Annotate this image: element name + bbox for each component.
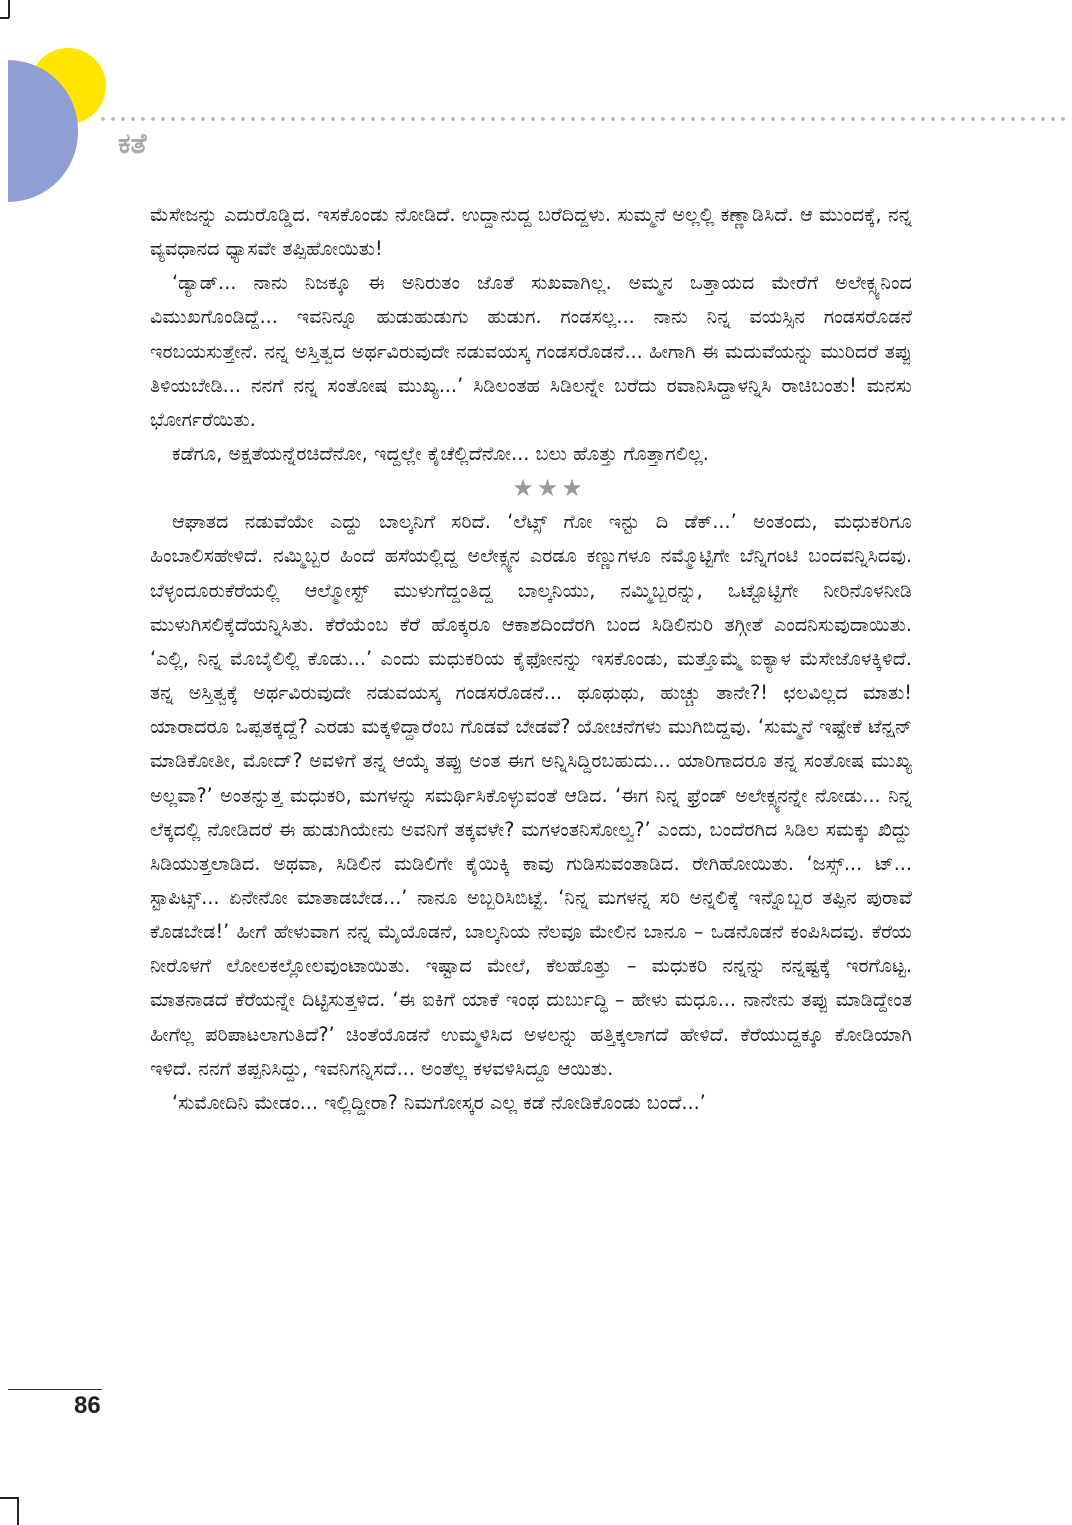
crop-mark-bottom-horizontal — [0, 1497, 18, 1499]
story-paragraph: ಕಡೆಗೂ, ಅಕ್ಷತೆಯನ್ನೆರಚಿದೆನೋ, ಇದ್ದಲ್ಲೇ ಕೈಚೆಲ್ಲಿದೆನೋ... ಬಲು ಹೊತ್ತು ಗೊತ್ತಾಗಲಿಲ್ಲ. — [172, 442, 709, 466]
story-paragraph: ‘ಸುಮೋದಿನಿ ಮೇಡಂ... ಇಲ್ಲಿದ್ದೀರಾ? ನಿಮಗೋಸ್ಕರ ಎಲ್ಲ ಕಡೆ ನೋಡಿಕೊಂಡು ಬಂದೆ...’ — [172, 1090, 706, 1114]
story-body — [150, 198, 912, 1120]
story-paragraph: ಆಘಾತದ ನಡುವೆಯೇ ಎದ್ದು ಬಾಲ್ಕನಿಗೆ ಸರಿದೆ. ‘ಲೆಟ್ಸ್ ಗೋ ಇನ್ಟು ದಿ ಡೆಕ್...’ ಅಂತಂದು, ಮಧುಕರಿಗೂ ಹಿಂಬಾಲಿಸಹೇಳಿದೆ. ನಮ್ಮಿಬ್ಬರ ಹಿಂದೆ ಹಸೆಯಲ್ಲಿದ್ದ ಅಲೇಕ್ಸ್ಯನ ಎರಡೂ ಕಣ್ಣುಗಳೂ ನಮ್ಮೊಟ್ಟಿಗೇ ಬೆನ್ನಿಗಂಟಿ ಬಂದವನ್ನಿಸಿದವು. ಬೆಳ್ಳಂದೂರುಕೆರೆಯಲ್ಲಿ ಆಲ್ಮೋಸ್ಟ್ ಮುಳುಗೆದ್ದಂತಿದ್ದ ಬಾಲ್ಕನಿಯು, ನಮ್ಮಿಬ್ಬರನ್ನು, ಒಟ್ಟೊಟ್ಟಿಗೇ ನೀರಿನೊಳನೀಡಿ ಮುಳುಗಿಸಲಿಕ್ಕೆದೆಯನ್ನಿಸಿತು. ಕೆರೆಯೆಂಬ ಕೆರೆ ಹೊಕ್ಕರೂ ಆಕಾಶದಿಂದೆರಗಿ ಬಂದ ಸಿಡಿಲಿನುರಿ ತಗ್ಗೀತೆ ಎಂದನಿಸುವುದಾಯಿತು. ‘ಎಲ್ಲಿ, ನಿನ್ನ ಮೊಬೈಲಿಲ್ಲಿ ಕೊಡು...’ ಎಂದು ಮಧುಕರಿಯ ಕೈಫೋನನ್ನು ಇಸಕೊಂಡು, ಮತ್ತೊಮ್ಮೆ ಐಕ್ಯಾಳ ಮೆಸೇಜೊಳಕ್ಕಿಳಿದೆ. ತನ್ನ ಅಸ್ತಿತ್ವಕ್ಕೆ ಅರ್ಥವಿರುವುದೇ ನಡುವಯಸ್ಕ ಗಂಡಸರೊಡನೆ... ಥೂಥುಥು, ಹುಚ್ಚು ತಾನೇ?! ಛಲವಿಲ್ಲದ ಮಾತು! ಯಾರಾದರೂ ಒಪ್ಪತಕ್ಕದ್ದೆ? ಎರಡು ಮಕ್ಕಳಿದ್ದಾರೆಂಬ ಗೊಡವೆ ಬೇಡವೆ? ಯೋಚನೆಗಳು ಮುಗಿಬಿದ್ದವು. ‘ಸುಮ್ಮನೆ ಇಷ್ಟೇಕೆ ಟೆನ್ಷನ್ ಮಾಡಿಕೋತೀ, ಮೋದ್? ಅವಳಿಗೆ ತನ್ನ ಆಯ್ಕೆ ತಪ್ಪು ಅಂತ ಈಗ ಅನ್ನಿಸಿದ್ದಿರಬಹುದು... ಯಾರಿಗಾದರೂ ತನ್ನ ಸಂತೋಷ ಮುಖ್ಯ ಅಲ್ಲವಾ?’ ಅಂತನ್ನುತ್ತ ಮಧುಕರಿ, ಮಗಳನ್ನು ಸಮರ್ಥಿಸಿಕೊಳ್ಳುವಂತೆ ಆಡಿದ. ‘ಈಗ ನಿನ್ನ ಫ್ರೆಂಡ್ ಅಲೇಕ್ಸ್ಯನನ್ನೇ ನೋಡು... ನಿನ್ನ ಲೆಕ್ಕದಲ್ಲಿ ನೋಡಿದರೆ ಈ ಹುಡುಗಿಯೇನು ಅವನಿಗೆ ತಕ್ಕವಳೇ? ಮಗಳಂತನಿಸೋಲ್ವ?’ ಎಂದು, ಬಂದೆರಗಿದ ಸಿಡಿಲ ಸಮಕ್ಕು ಖಿದ್ದು ಸಿಡಿಯುತ್ತಲಾಡಿದ. ಅಥವಾ, ಸಿಡಿಲಿನ ಮಡಿಲಿಗೇ ಕೈಯಿಕ್ಕಿ ಕಾವು ಗುಡಿಸುವಂತಾಡಿದ. ರೇಗಿಹೋಯಿತು. ‘ಜಸ್ಸ್... ಟ್... ಸ್ಟಾಪಿಟ್ಸ್... ಏನೇನೋ ಮಾತಾಡಬೇಡ...’ ನಾನೂ ಅಬ್ಬರಿಸಿಬಿಟ್ಟೆ. ‘ನಿನ್ನ ಮಗಳನ್ನ ಸರಿ ಅನ್ನಲಿಕ್ಕೆ ಇನ್ನೊಬ್ಬರ ತಪ್ಪಿನ ಪುರಾವೆ ಕೊಡಬೇಡ!’ ಹೀಗೆ ಹೇಳುವಾಗ ನನ್ನ ಮೈಯೊಡನೆ, ಬಾಲ್ಕನಿಯ ನೆಲವೂ ಮೇಲಿನ ಬಾನೂ – ಒಡನೊಡನೆ ಕಂಪಿಸಿದವು. ಕೆರೆಯ ನೀರೊಳಗೆ ಲೋಲಕಲ್ಲೋಲವುಂಟಾಯಿತು. ಇಷ್ಟಾದ ಮೇಲೆ, ಕೆಲಹೊತ್ತು – ಮಧುಕರಿ ನನ್ನನ್ನು ನನ್ನಷ್ಟಕ್ಕೆ ಇರಗೊಟ್ಟ. ಮಾತನಾಡದೆ ಕೆರೆಯನ್ನೇ ದಿಟ್ಟಿಸುತ್ತಳಿದ. ‘ಈ ಐಕಿಗೆ ಯಾಕೆ ಇಂಥ ದುರ್ಬುದ್ಧಿ – ಹೇಳು ಮಧೂ... ನಾನೇನು ತಪ್ಪು ಮಾಡಿದ್ದೇಂತ ಹೀಗೆಲ್ಲ ಪರಿಪಾಟಲಾಗುತಿದೆ?’ ಚಿಂತೆಯೊಡನೆ ಉಮ್ಮಳಿಸಿದ ಅಳಲನ್ನು ಹತ್ತಿಕ್ಕಲಾಗದೆ ಹೇಳಿದೆ. ಕೆರೆಯುದ್ದಕ್ಕೂ ಕೋಡಿಯಾಗಿ ಇಳಿದೆ. ನನಗೆ ತಪ್ಪನಿಸಿದ್ದು, ಇವನಿಗನ್ನಿಸದೆ... ಅಂತೆಲ್ಲ ಕಳವಳಿಸಿದ್ದೂ ಆಯಿತು. — [150, 510, 912, 1080]
page-number: 86 — [74, 1392, 101, 1419]
crop-mark-top-vertical — [8, 0, 10, 18]
header-dotted-rule — [98, 116, 1068, 122]
footer-rule — [8, 1389, 102, 1390]
crop-mark-top-horizontal — [0, 17, 9, 19]
story-paragraph: ಮೆಸೇಜನ್ನು ಎದುರೊಡ್ಡಿದ. ಇಸಕೊಂಡು ನೋಡಿದೆ. ಉದ್ದಾನುದ್ದ ಬರೆದಿದ್ದಳು. ಸುಮ್ಮನೆ ಅಲ್ಲಲ್ಲಿ ಕಣ್ಣಾಡಿಸಿದೆ. ಆ ಮುಂದಕ್ಕೆ, ನನ್ನ ವ್ಯವಧಾನದ ಧ್ಯಾಸವೇ ತಪ್ಪಿಹೋಯಿತು! — [150, 203, 912, 261]
story-paragraph: ‘ಡ್ಯಾಡ್... ನಾನು ನಿಜಕ್ಕೂ ಈ ಅನಿರುತಂ ಜೊತೆ ಸುಖವಾಗಿಲ್ಲ. ಅಮ್ಮನ ಒತ್ತಾಯದ ಮೇರೆಗೆ ಅಲೇಕ್ಸ್ಯನಿಂದ ವಿಮುಖಗೊಂಡಿದ್ದೆ... ಇವನಿನ್ನೂ ಹುಡುಹುಡುಗು ಹುಡುಗ. ಗಂಡಸಲ್ಲ... ನಾನು ನಿನ್ನ ವಯಸ್ಸಿನ ಗಂಡಸರೊಡನೆ ಇರಬಯಸುತ್ತೇನೆ. ನನ್ನ ಅಸ್ತಿತ್ವದ ಅರ್ಥವಿರುವುದೇ ನಡುವಯಸ್ಕ ಗಂಡಸರೊಡನೆ... ಹೀಗಾಗಿ ಈ ಮದುವೆಯನ್ನು ಮುರಿದರೆ ತಪ್ಪು ತಿಳಿಯಬೇಡಿ... ನನಗೆ ನನ್ನ ಸಂತೋಷ ಮುಖ್ಯ...’ ಸಿಡಿಲಂತಹ ಸಿಡಿಲನ್ನೇ ಬರೆದು ರವಾನಿಸಿದ್ದಾಳನ್ನಿಸಿ ರಾಚಿಬಂತು! ಮನಸು ಭೋರ್ಗರೆಯಿತು. — [150, 271, 912, 431]
crop-mark-bottom-vertical — [17, 1497, 19, 1525]
section-title: ಕತೆ — [118, 127, 147, 160]
section-separator-stars: ★★★ — [512, 474, 586, 503]
